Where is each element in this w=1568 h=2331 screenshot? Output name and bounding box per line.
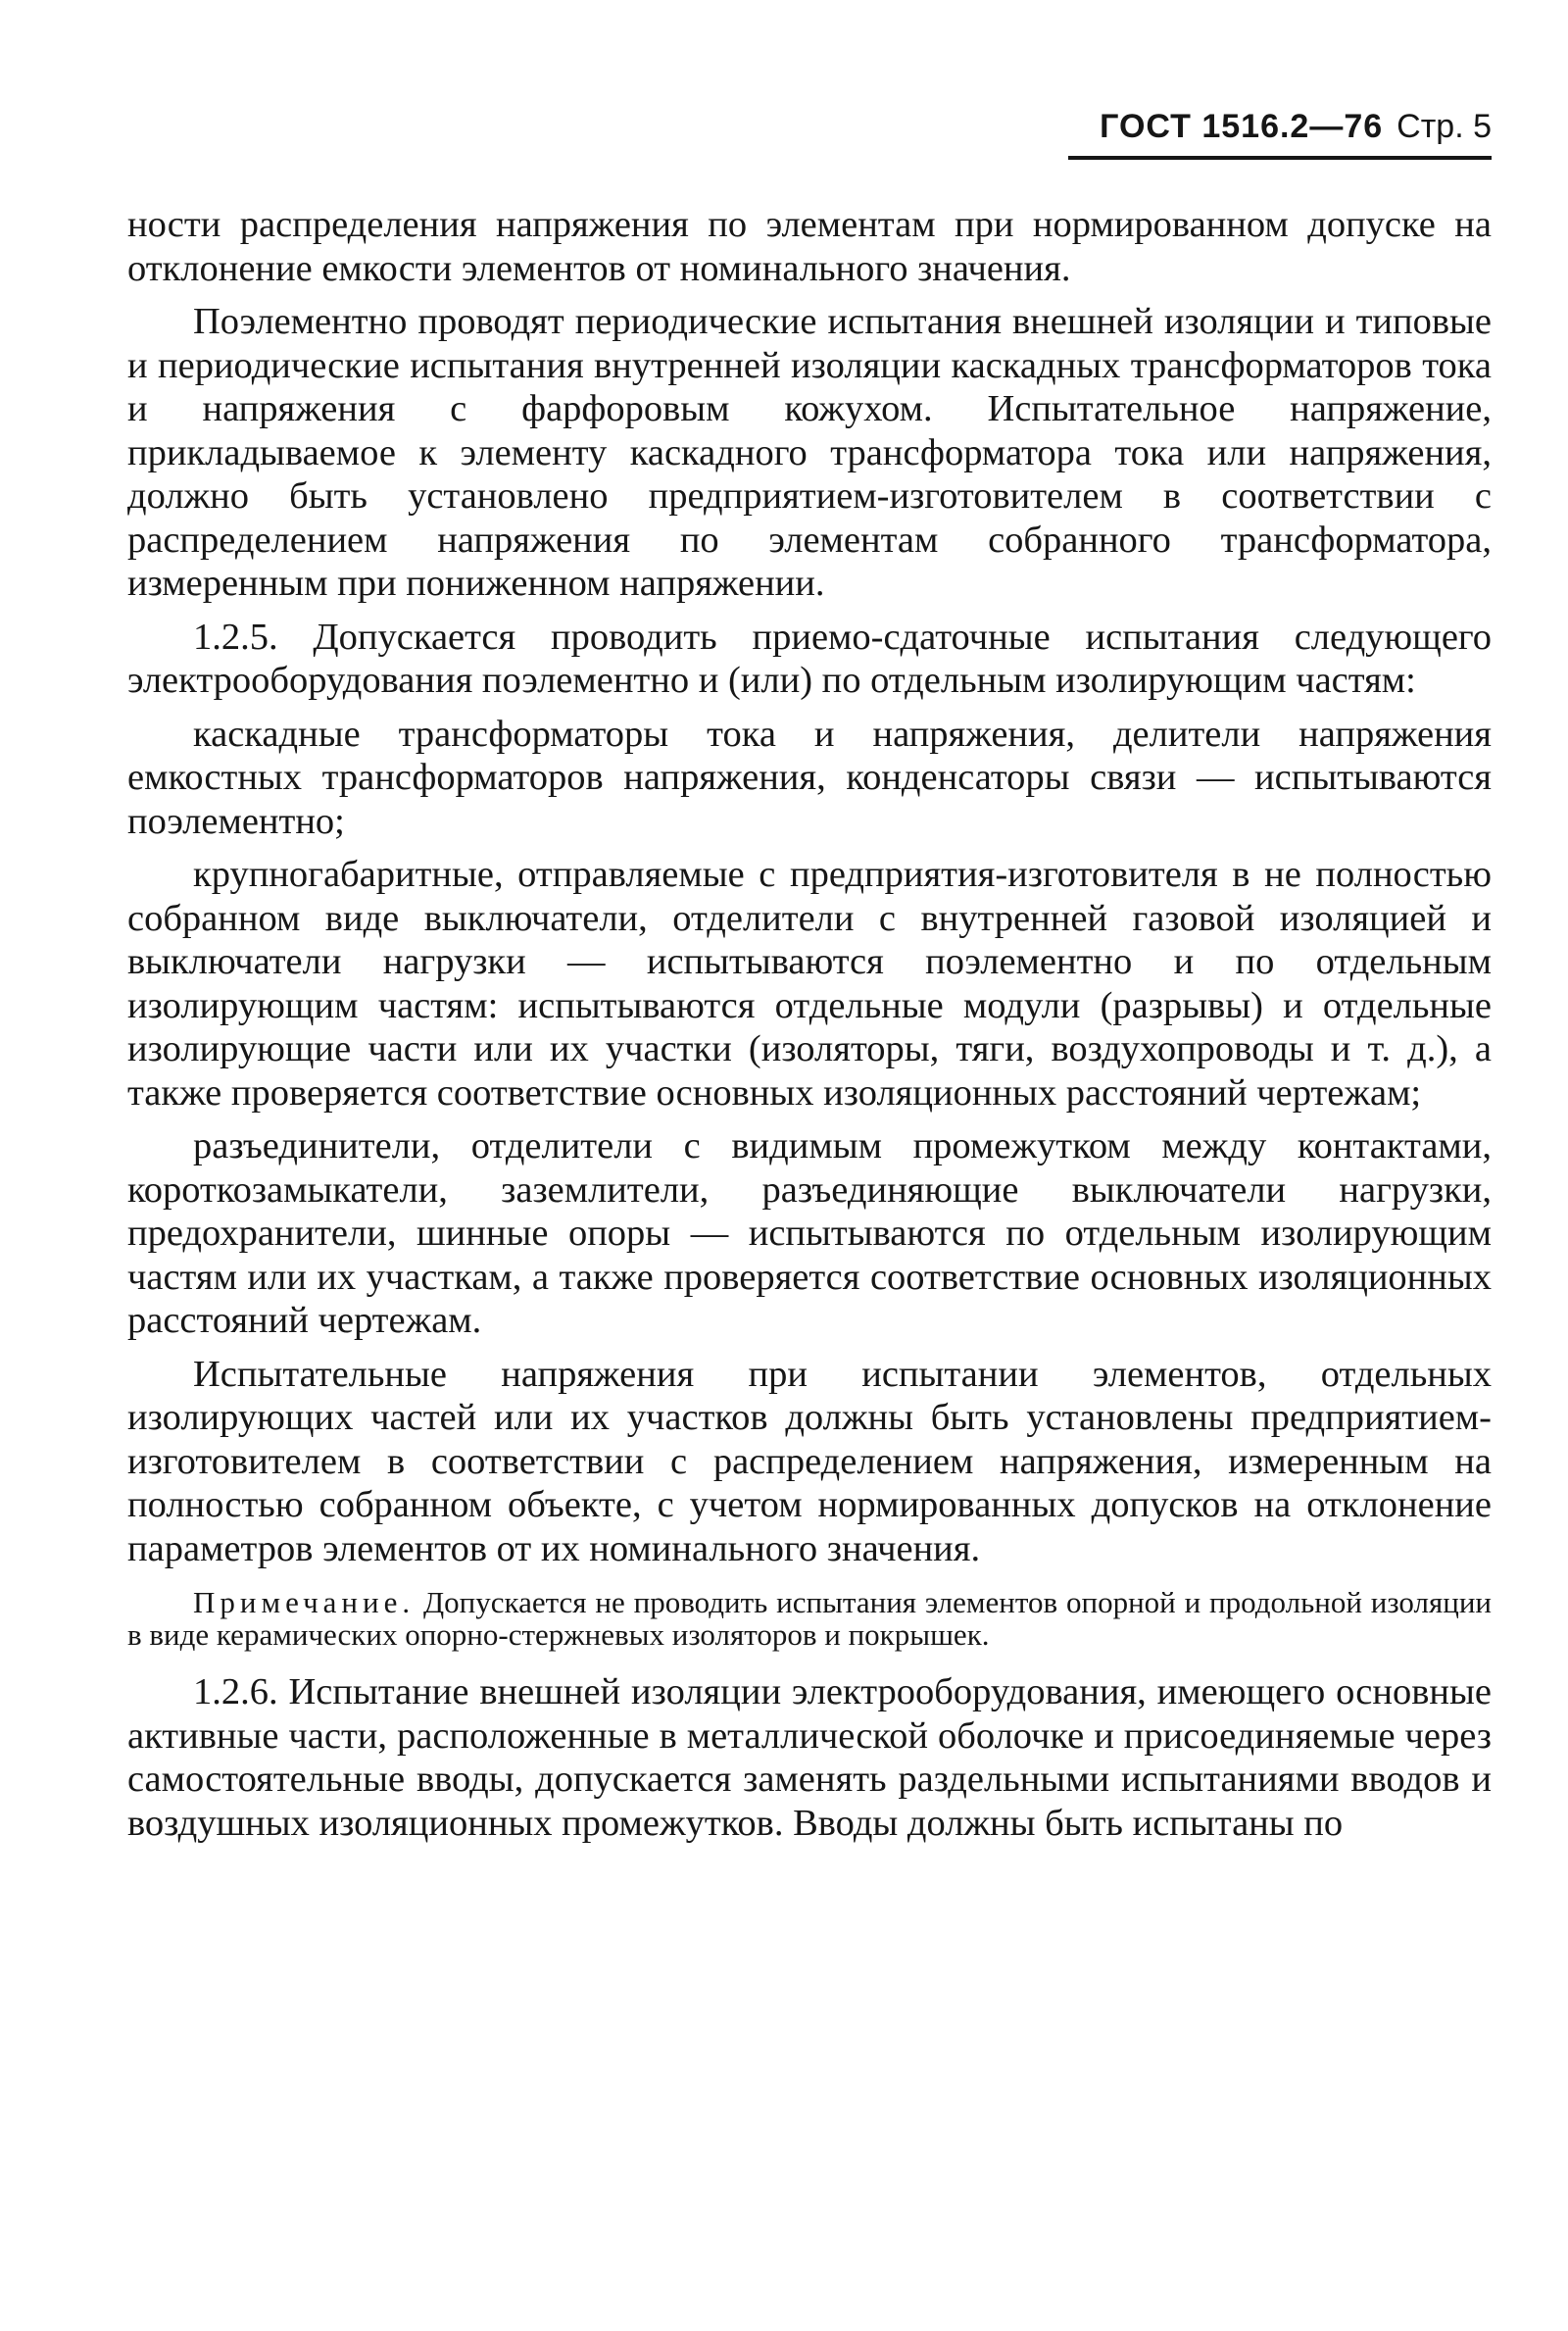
list-item: разъединители, отделители с видимым промежутком между контактами, короткозамыкатели, заземлители, разъединяющие выключатели нагрузки, предохранители, шинные опоры — испытываются по отдельным изолирующим частям или их участкам, а также проверяется соответствие основных изоляционных расстояний чертежам. [127,1125,1492,1341]
page-number: Стр. 5 [1396,108,1492,145]
paragraph-continuation: ности распределения напряжения по элементам при нормированном допуске на отклонение емкости элементов от номинального значения. [127,204,1492,289]
standard-number: ГОСТ 1516.2—76 [1100,108,1384,145]
note-text: Допускается не проводить испытания элементов опорной и продольной изоляции в виде керамических опорно-стержневых изоляторов и покрышек. [127,1585,1493,1652]
paragraph-clause-1-2-6: 1.2.6. Испытание внешней изоляции электрооборудования, имеющего основные активные части, расположенные в металлической оболочке и присоединяемые через самостоятельные вводы, допускается заменять раздельными испытаниями вводов и воздушных изоляционных промежутков. Вводы должны быть испытаны по [127,1671,1492,1844]
list-item: крупногабаритные, отправляемые с предприятия-изготовителя в не полностью собранном виде выключатели, отделители с внутренней газовой изоляцией и выключатели нагрузки — испытываются поэлементно и по отдельным изолирующим частям: испытываются отдельные модули (разрывы) и отдельные изолирующие части или их участки (изоляторы, тяги, воздухопроводы и т. д.), а также проверяется соответствие основных изоляционных расстояний чертежам; [127,854,1492,1114]
note-label: Примечание. [193,1585,416,1619]
paragraph: Испытательные напряжения при испытании элементов, отдельных изолирующих частей или их участков должны быть установлены предприятием-изготовителем в соответствии с распределением напряжения, измеренным на полностью собранном объекте, с учетом нормированных допусков на отклонение параметров элементов от их номинального значения. [127,1353,1492,1569]
list-item: каскадные трансформаторы тока и напряжения, делители напряжения емкостных трансформаторов напряжения, конденсаторы связи — испытываются поэлементно; [127,713,1492,842]
paragraph: Поэлементно проводят периодические испытания внешней изоляции и типовые и периодические испытания внутренней изоляции каскадных трансформаторов тока и напряжения с фарфоровым кожухом. Испытательное напряжение, прикладываемое к элементу каскадного трансформатора тока или напряжения, должно быть установлено предприятием-изготовителем в соответствии с распределением напряжения по элементам собранного трансформатора, измеренным при пониженном напряжении. [127,301,1492,604]
note [127,1586,1492,1651]
page-header [1068,108,1492,160]
paragraph-clause-1-2-5: 1.2.5. Допускается проводить приемо-сдаточные испытания следующего электрооборудования поэлементно и (или) по отдельным изолирующим частям: [127,616,1492,701]
document-body [127,203,1492,1845]
document-page [127,108,1492,1855]
